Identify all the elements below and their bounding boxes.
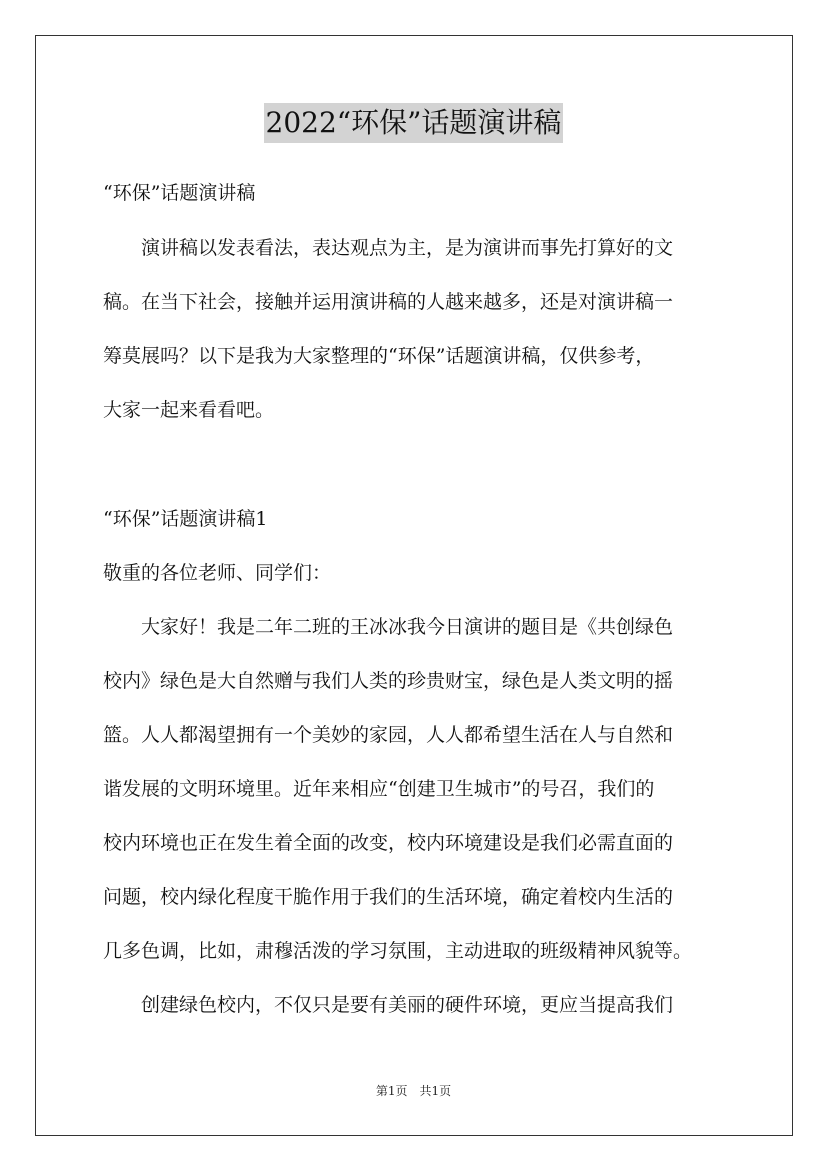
paragraph-line: 演讲稿以发表看法，表达观点为主，是为演讲而事先打算好的文 [103, 237, 674, 259]
paragraph-line: 大家好！我是二年二班的王冰冰我今日演讲的题目是《共创绿色 [103, 616, 674, 638]
paragraph-line: 几多色调，比如，肃穆活泼的学习氛围，主动进取的班级精神风貌等。 [103, 940, 693, 962]
paragraph-line: 篮。人人都渴望拥有一个美妙的家园，人人都希望生活在人与自然和 [103, 724, 674, 746]
section-heading: “环保”话题演讲稿 [103, 182, 256, 204]
paragraph-line: 校内环境也正在发生着全面的改变，校内环境建设是我们必需直面的 [103, 832, 674, 854]
section-heading: “环保”话题演讲稿1 [103, 508, 268, 530]
paragraph-line: 谐发展的文明环境里。近年来相应“创建卫生城市”的号召，我们的 [103, 778, 655, 800]
paragraph-line: 筹莫展吗？以下是我为大家整理的“环保”话题演讲稿，仅供参考， [103, 345, 655, 367]
page-footer: 第1页 共1页 [375, 1084, 452, 1098]
paragraph-line: 创建绿色校内，不仅只是要有美丽的硬件环境，更应当提高我们 [103, 994, 674, 1016]
paragraph-line: 稿。在当下社会，接触并运用演讲稿的人越来越多，还是对演讲稿一 [103, 291, 674, 313]
paragraph-line: 问题，校内绿化程度干脆作用于我们的生活环境，确定着校内生活的 [103, 886, 674, 908]
paragraph-line: 大家一起来看看吧。 [103, 399, 275, 421]
salutation: 敬重的各位老师、同学们： [103, 562, 332, 584]
paragraph-line: 校内》绿色是大自然赠与我们人类的珍贵财宝，绿色是人类文明的摇 [103, 670, 674, 692]
title-container [0, 103, 827, 143]
document-title: 2022“环保”话题演讲稿 [264, 103, 564, 143]
